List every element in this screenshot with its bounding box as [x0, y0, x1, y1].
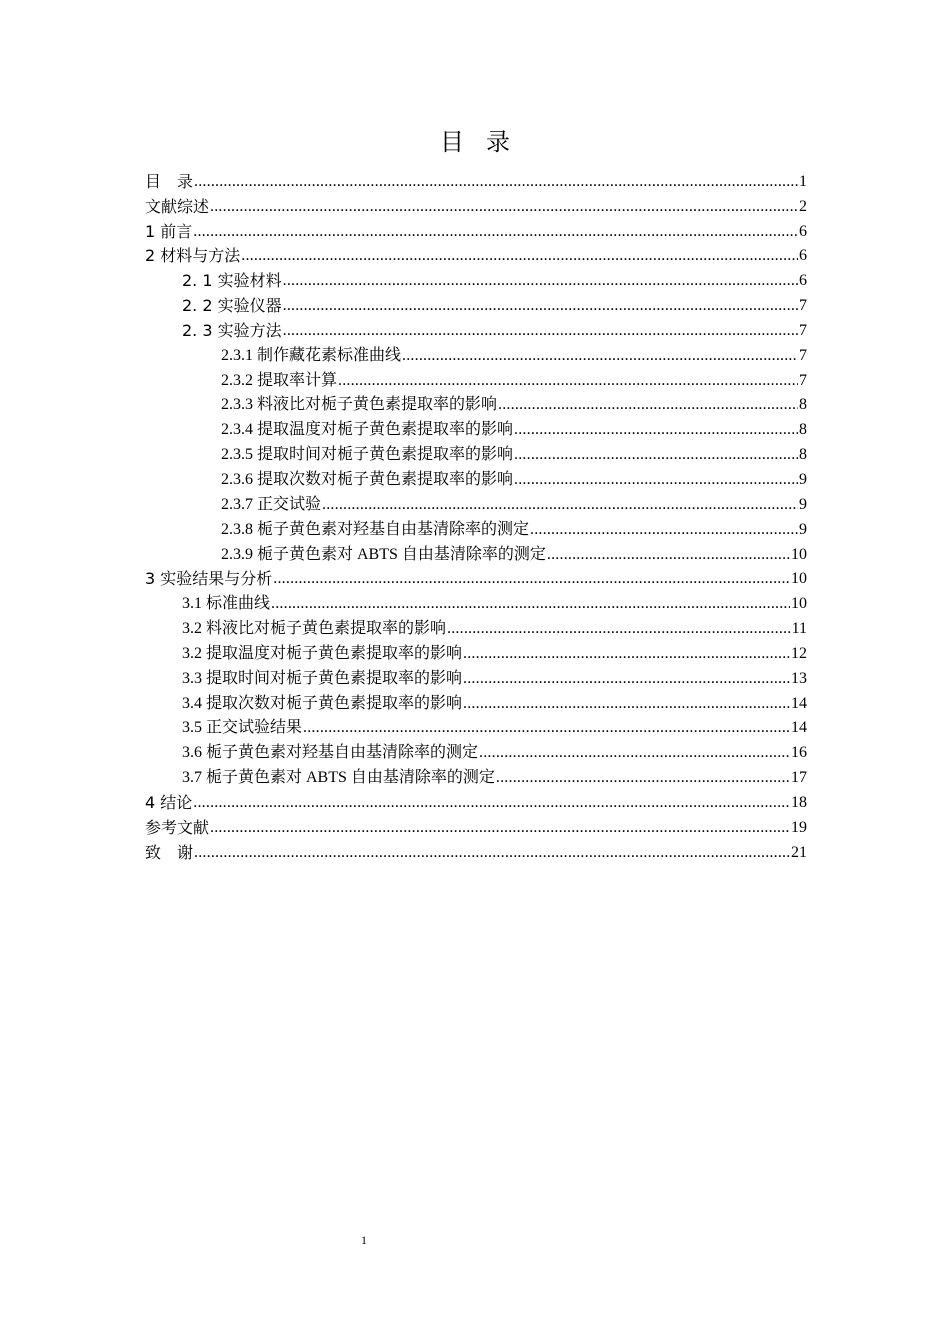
toc-dot-leader	[283, 296, 798, 316]
toc-entry-page: 18	[791, 793, 807, 811]
toc-entry-page: 16	[791, 744, 807, 762]
toc-entry-label: 2.3.7 正交试验	[221, 495, 322, 513]
toc-dot-leader	[210, 197, 798, 217]
toc-entry-label: 参考文献	[145, 817, 210, 837]
toc-entry-page: 19	[791, 818, 807, 836]
toc-entry-label: 2.3.4 提取温度对栀子黄色素提取率的影响	[221, 421, 514, 439]
toc-entry-page: 7	[799, 321, 807, 339]
toc-entry-label: 2.3.3 料液比对栀子黄色素提取率的影响	[221, 396, 498, 414]
toc-dot-leader	[338, 371, 798, 391]
table-of-contents	[145, 167, 807, 863]
toc-entry-label: 2. 2 实验仪器	[182, 296, 282, 316]
toc-dot-leader	[447, 619, 791, 639]
toc-entry-label: 2.3.9 栀子黄色素对 ABTS 自由基清除率的测定	[221, 545, 546, 563]
toc-entry-page: 8	[799, 446, 807, 464]
toc-entry-page: 1	[799, 172, 807, 190]
toc-entry-label: 3.7 栀子黄色素对 ABTS 自由基清除率的测定	[182, 769, 495, 787]
toc-entry-page: 7	[799, 297, 807, 315]
toc-dot-leader	[463, 694, 790, 714]
toc-entry-page: 9	[799, 520, 807, 538]
toc-entry-label: 4 结论	[145, 792, 193, 812]
toc-entry[interactable]	[145, 316, 807, 341]
toc-entry-page: 2	[799, 197, 807, 215]
toc-dot-leader	[530, 520, 798, 540]
toc-entry-page: 14	[791, 694, 807, 712]
toc-dot-leader	[498, 395, 798, 415]
toc-entry[interactable]	[145, 589, 807, 614]
toc-entry[interactable]	[145, 838, 807, 863]
toc-entry-label: 2.3.6 提取次数对栀子黄色素提取率的影响	[221, 470, 514, 488]
toc-dot-leader	[283, 271, 798, 291]
toc-entry-label: 2.3.5 提取时间对栀子黄色素提取率的影响	[221, 446, 514, 464]
toc-entry-page: 12	[791, 644, 807, 662]
toc-entry[interactable]	[145, 366, 807, 391]
toc-entry[interactable]	[145, 540, 807, 565]
toc-dot-leader	[283, 321, 798, 341]
toc-entry[interactable]	[145, 515, 807, 540]
toc-entry-label: 3.1 标准曲线	[182, 595, 271, 613]
toc-entry[interactable]	[145, 440, 807, 465]
toc-dot-leader	[463, 669, 790, 689]
toc-entry[interactable]	[145, 415, 807, 440]
toc-dot-leader	[194, 843, 790, 863]
toc-entry-page: 7	[799, 346, 807, 364]
toc-entry[interactable]	[145, 738, 807, 763]
page-number: 1	[361, 1233, 367, 1247]
toc-entry-page: 6	[799, 247, 807, 265]
toc-entry-page: 9	[799, 470, 807, 488]
toc-dot-leader	[547, 545, 790, 565]
toc-dot-leader	[514, 420, 798, 440]
toc-dot-leader	[496, 768, 790, 788]
toc-entry[interactable]	[145, 192, 807, 217]
toc-entry-page: 21	[791, 843, 807, 861]
toc-entry-page: 8	[799, 421, 807, 439]
toc-entry-page: 10	[791, 570, 807, 588]
toc-dot-leader	[194, 172, 798, 192]
toc-entry-label: 2 材料与方法	[145, 246, 241, 266]
toc-entry-label: 3 实验结果与分析	[145, 569, 273, 589]
toc-entry[interactable]	[145, 391, 807, 416]
toc-entry-page: 7	[799, 371, 807, 389]
toc-entry[interactable]	[145, 813, 807, 838]
toc-dot-leader	[514, 445, 798, 465]
toc-entry[interactable]	[145, 639, 807, 664]
toc-entry-label: 目 录	[145, 171, 194, 191]
toc-entry-label: 2.3.8 栀子黄色素对羟基自由基清除率的测定	[221, 520, 530, 538]
toc-entry[interactable]	[145, 614, 807, 639]
toc-entry-page: 9	[799, 495, 807, 513]
page-title: 目录	[440, 128, 532, 156]
toc-dot-leader	[322, 495, 798, 515]
toc-entry[interactable]	[145, 788, 807, 813]
toc-entry-label: 3.3 提取时间对栀子黄色素提取率的影响	[182, 669, 463, 687]
toc-entry-page: 10	[791, 545, 807, 563]
toc-entry[interactable]	[145, 664, 807, 689]
toc-entry[interactable]	[145, 689, 807, 714]
toc-entry-label: 致 谢	[145, 842, 194, 862]
toc-entry[interactable]	[145, 490, 807, 515]
toc-entry-page: 14	[791, 719, 807, 737]
toc-entry[interactable]	[145, 714, 807, 739]
toc-entry[interactable]	[145, 565, 807, 590]
toc-entry-page: 6	[799, 222, 807, 240]
toc-dot-leader	[402, 346, 798, 366]
toc-entry[interactable]	[145, 291, 807, 316]
toc-dot-leader	[193, 793, 790, 813]
toc-entry[interactable]	[145, 167, 807, 192]
toc-entry-page: 11	[791, 620, 807, 638]
toc-dot-leader	[303, 718, 790, 738]
toc-entry-label: 2.3.1 制作藏花素标准曲线	[221, 346, 402, 364]
toc-dot-leader	[271, 594, 790, 614]
toc-dot-leader	[241, 246, 798, 266]
toc-entry-page: 8	[799, 396, 807, 414]
toc-entry[interactable]	[145, 217, 807, 242]
toc-entry-label: 1 前言	[145, 221, 193, 241]
toc-entry-label: 3.4 提取次数对栀子黄色素提取率的影响	[182, 694, 463, 712]
toc-entry-label: 2. 3 实验方法	[182, 320, 282, 340]
toc-entry-page: 17	[791, 769, 807, 787]
toc-entry-label: 3.2 提取温度对栀子黄色素提取率的影响	[182, 644, 463, 662]
toc-dot-leader	[273, 569, 790, 589]
toc-entry[interactable]	[145, 341, 807, 366]
toc-dot-leader	[479, 743, 790, 763]
toc-entry-label: 3.5 正交试验结果	[182, 719, 303, 737]
toc-entry-page: 10	[791, 595, 807, 613]
toc-entry-page: 6	[799, 272, 807, 290]
toc-entry-label: 文献综述	[145, 196, 210, 216]
toc-entry[interactable]	[145, 242, 807, 267]
toc-entry-label: 2. 1 实验材料	[182, 271, 282, 291]
toc-entry-page: 13	[791, 669, 807, 687]
toc-entry[interactable]	[145, 465, 807, 490]
toc-entry[interactable]	[145, 266, 807, 291]
toc-dot-leader	[193, 222, 798, 242]
toc-entry-label: 2.3.2 提取率计算	[221, 371, 338, 389]
toc-entry[interactable]	[145, 763, 807, 788]
toc-dot-leader	[210, 818, 790, 838]
toc-dot-leader	[463, 644, 790, 664]
toc-entry-label: 3.6 栀子黄色素对羟基自由基清除率的测定	[182, 744, 479, 762]
toc-entry-label: 3.2 料液比对栀子黄色素提取率的影响	[182, 620, 447, 638]
toc-dot-leader	[514, 470, 798, 490]
